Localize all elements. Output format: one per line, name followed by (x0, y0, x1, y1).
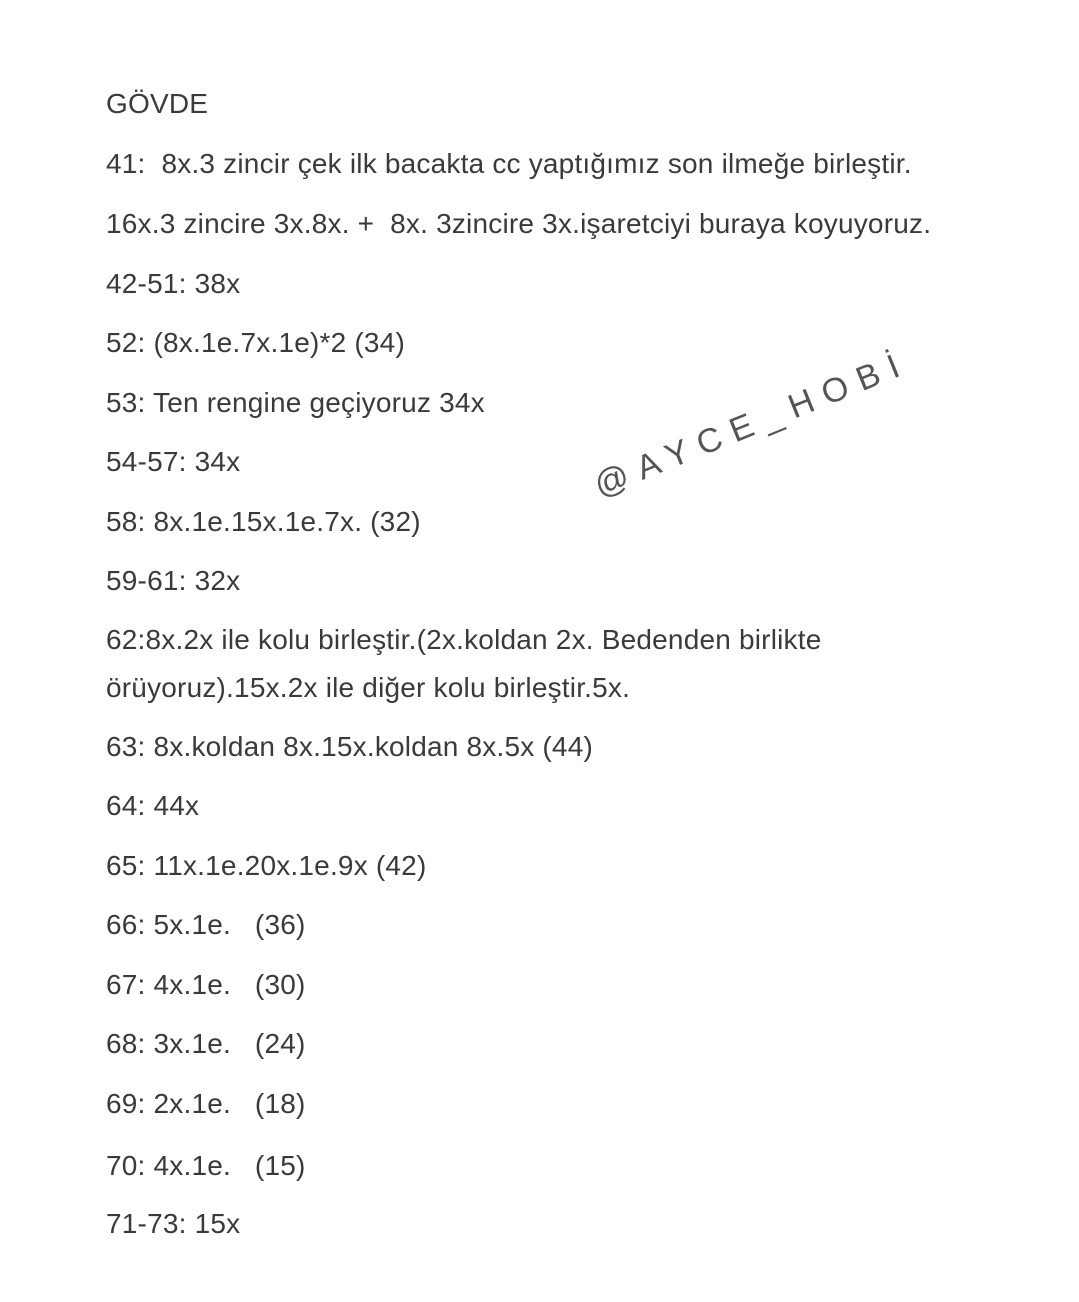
pattern-line: 58: 8x.1e.15x.1e.7x. (32) (106, 506, 421, 537)
pattern-line: örüyoruz).15x.2x ile diğer kolu birleştir.5x. (106, 672, 631, 703)
pattern-line: 53: Ten rengine geçiyoruz 34x (106, 387, 485, 418)
section-title: GÖVDE (106, 88, 209, 119)
pattern-line: 64: 44x (106, 790, 200, 821)
pattern-line: 59-61: 32x (106, 565, 241, 596)
pattern-line: 42-51: 38x (106, 268, 241, 299)
pattern-line: 52: (8x.1e.7x.1e)*2 (34) (106, 327, 405, 358)
pattern-line: 66: 5x.1e. (36) (106, 909, 306, 940)
watermark: @AYCE_HOBİ (588, 343, 916, 505)
pattern-line: 71-73: 15x (106, 1208, 241, 1239)
pattern-line: 67: 4x.1e. (30) (106, 969, 306, 1000)
pattern-line: 65: 11x.1e.20x.1e.9x (42) (106, 850, 427, 881)
pattern-line: 16x.3 zincire 3x.8x. + 8x. 3zincire 3x.işaretciyi buraya koyuyoruz. (106, 208, 932, 239)
pattern-line: 54-57: 34x (106, 446, 241, 477)
pattern-line: 63: 8x.koldan 8x.15x.koldan 8x.5x (44) (106, 731, 594, 762)
pattern-line: 41: 8x.3 zincir çek ilk bacakta cc yaptığımız son ilmeğe birleştir. (106, 148, 912, 179)
pattern-line: 70: 4x.1e. (15) (106, 1150, 306, 1181)
pattern-line: 68: 3x.1e. (24) (106, 1028, 306, 1059)
pattern-line: 62:8x.2x ile kolu birleştir.(2x.koldan 2x. Bedenden birlikte (106, 624, 822, 655)
pattern-line: 69: 2x.1e. (18) (106, 1088, 306, 1119)
